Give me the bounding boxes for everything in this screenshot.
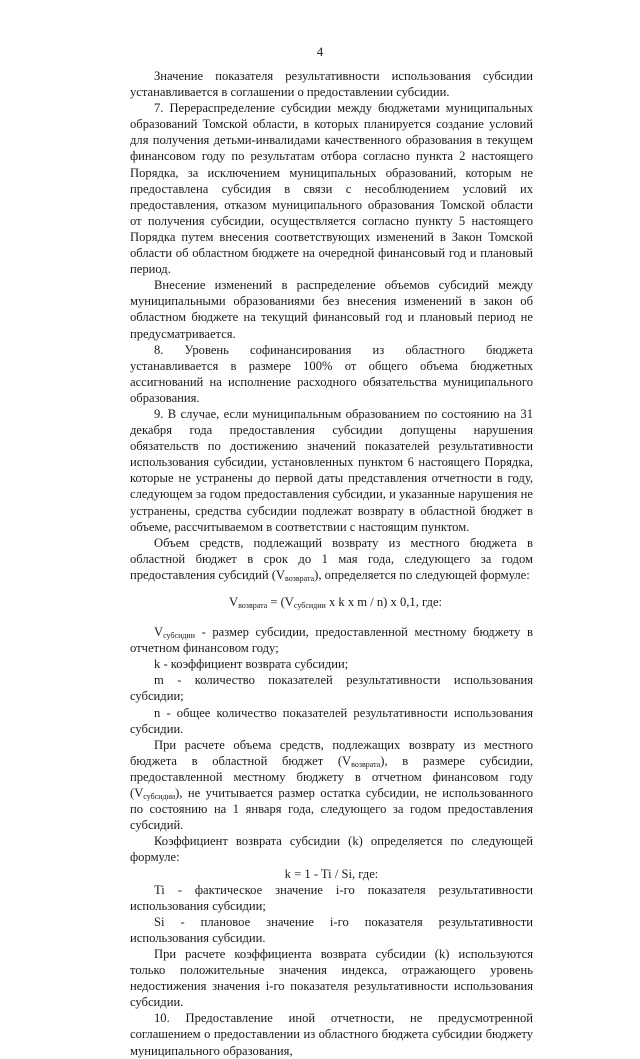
definition-ti: Ti - фактическое значение i-го показателя результативности использования субсидии; [130, 882, 533, 913]
document-body [130, 68, 533, 1059]
formula-coefficient: k = 1 - Ti / Si, где: [284, 866, 379, 881]
paragraph-amendments: Внесение изменений в распределение объемов субсидий между муниципальными образованиями без внесения изменений в закон об областном бюджете на текущий финансовый год и плановый период не предусматривается. [130, 278, 533, 341]
definition-v-subsidy: $V_{субсидии}$ - размер субсидии, предоставленной местному бюджету в отчетном финансовом году; [130, 625, 533, 656]
definition-m: m - количество показателей результативности использования субсидии; [130, 673, 533, 704]
paragraph-8-cofinancing: 8. Уровень софинансирования из областного бюджета устанавливается в размере 100% от общего объема бюджетных ассигнований на исполнение расходного обязательства муниципального образования. [130, 342, 533, 405]
paragraph-return-volume: Объем средств, подлежащий возврату из местного бюджета в областной бюджет в срок до 1 мая года, следующего за годом предоставления субсидий $(V_{возврата})$, определяется по следующей формуле: [130, 535, 533, 583]
paragraph-remainder-note: При расчете объема средств, подлежащих возврату из местного бюджета в областной бюджет $(V_{возврата})$, в размере субсидии, предоставленной местному бюджету в отчетном финансовом году $(V_{субсидии})$, не учитывается размер остатка субсидии, не использованного по состоянию на 1 января года, следующего за годом предоставления субсидий. [130, 737, 533, 833]
paragraph-coefficient-intro: Коэффициент возврата субсидии (k) определяется по следующей формуле: [130, 834, 533, 865]
paragraph-target-value: Значение показателя результативности использования субсидии устанавливается в соглашении о предоставлении субсидии. [130, 69, 533, 100]
definition-si: Si - плановое значение i-го показателя результативности использования субсидии. [130, 914, 533, 945]
paragraph-9-violations: 9. В случае, если муниципальным образованием по состоянию на 31 декабря года предоставления субсидии допущены нарушения обязательств по достижению значений показателей результативности использования субсидии, установленных пунктом 6 настоящего Порядка, которые не устранены до первой даты представления отчетности в году, следующем за годом предоставления субсидии, и указанные нарушения не устранены, средства субсидии подлежат возврату в областной бюджет в объеме, рассчитываемом в соответствии с настоящим пунктом. [130, 406, 533, 534]
paragraph-10-reporting: 10. Предоставление иной отчетности, не предусмотренной соглашением о предоставлении из областного бюджета субсидии бюджету муниципального образования, [130, 1011, 533, 1058]
formula-return-volume: $V_{возврата} = (V_{субсидии}$ x k x m / n) x 0,1, где: [228, 595, 443, 610]
paragraph-positive-index: При расчете коэффициента возврата субсидии (k) используются только положительные значения индекса, отражающего уровень недостижения значения i-го показателя результативности использования субсидии. [130, 946, 533, 1010]
page-number: 4 [316, 44, 324, 59]
paragraph-7-redistribution: 7. Перераспределение субсидии между бюджетами муниципальных образований Томской области, в которых планируется создание условий для получения детьми-инвалидами качественного образования в текущем финансовом году по результатам отбора согласно пункта 2 настоящего Порядка, за исключением муниципальных образований, которым не предоставлена субсидия в связи с несоблюдением условий их предоставления, отказом муниципального образования Томской области от получения субсидии, осуществляется согласно пункту 5 настоящего Порядка путем внесения соответствующих изменений в Закон Томской области об областном бюджете на очередной финансовый год и плановый период. [130, 101, 533, 277]
definition-n: n - общее количество показателей результативности использования субсидии. [130, 705, 533, 736]
definition-k: k - коэффициент возврата субсидии; [154, 657, 349, 672]
